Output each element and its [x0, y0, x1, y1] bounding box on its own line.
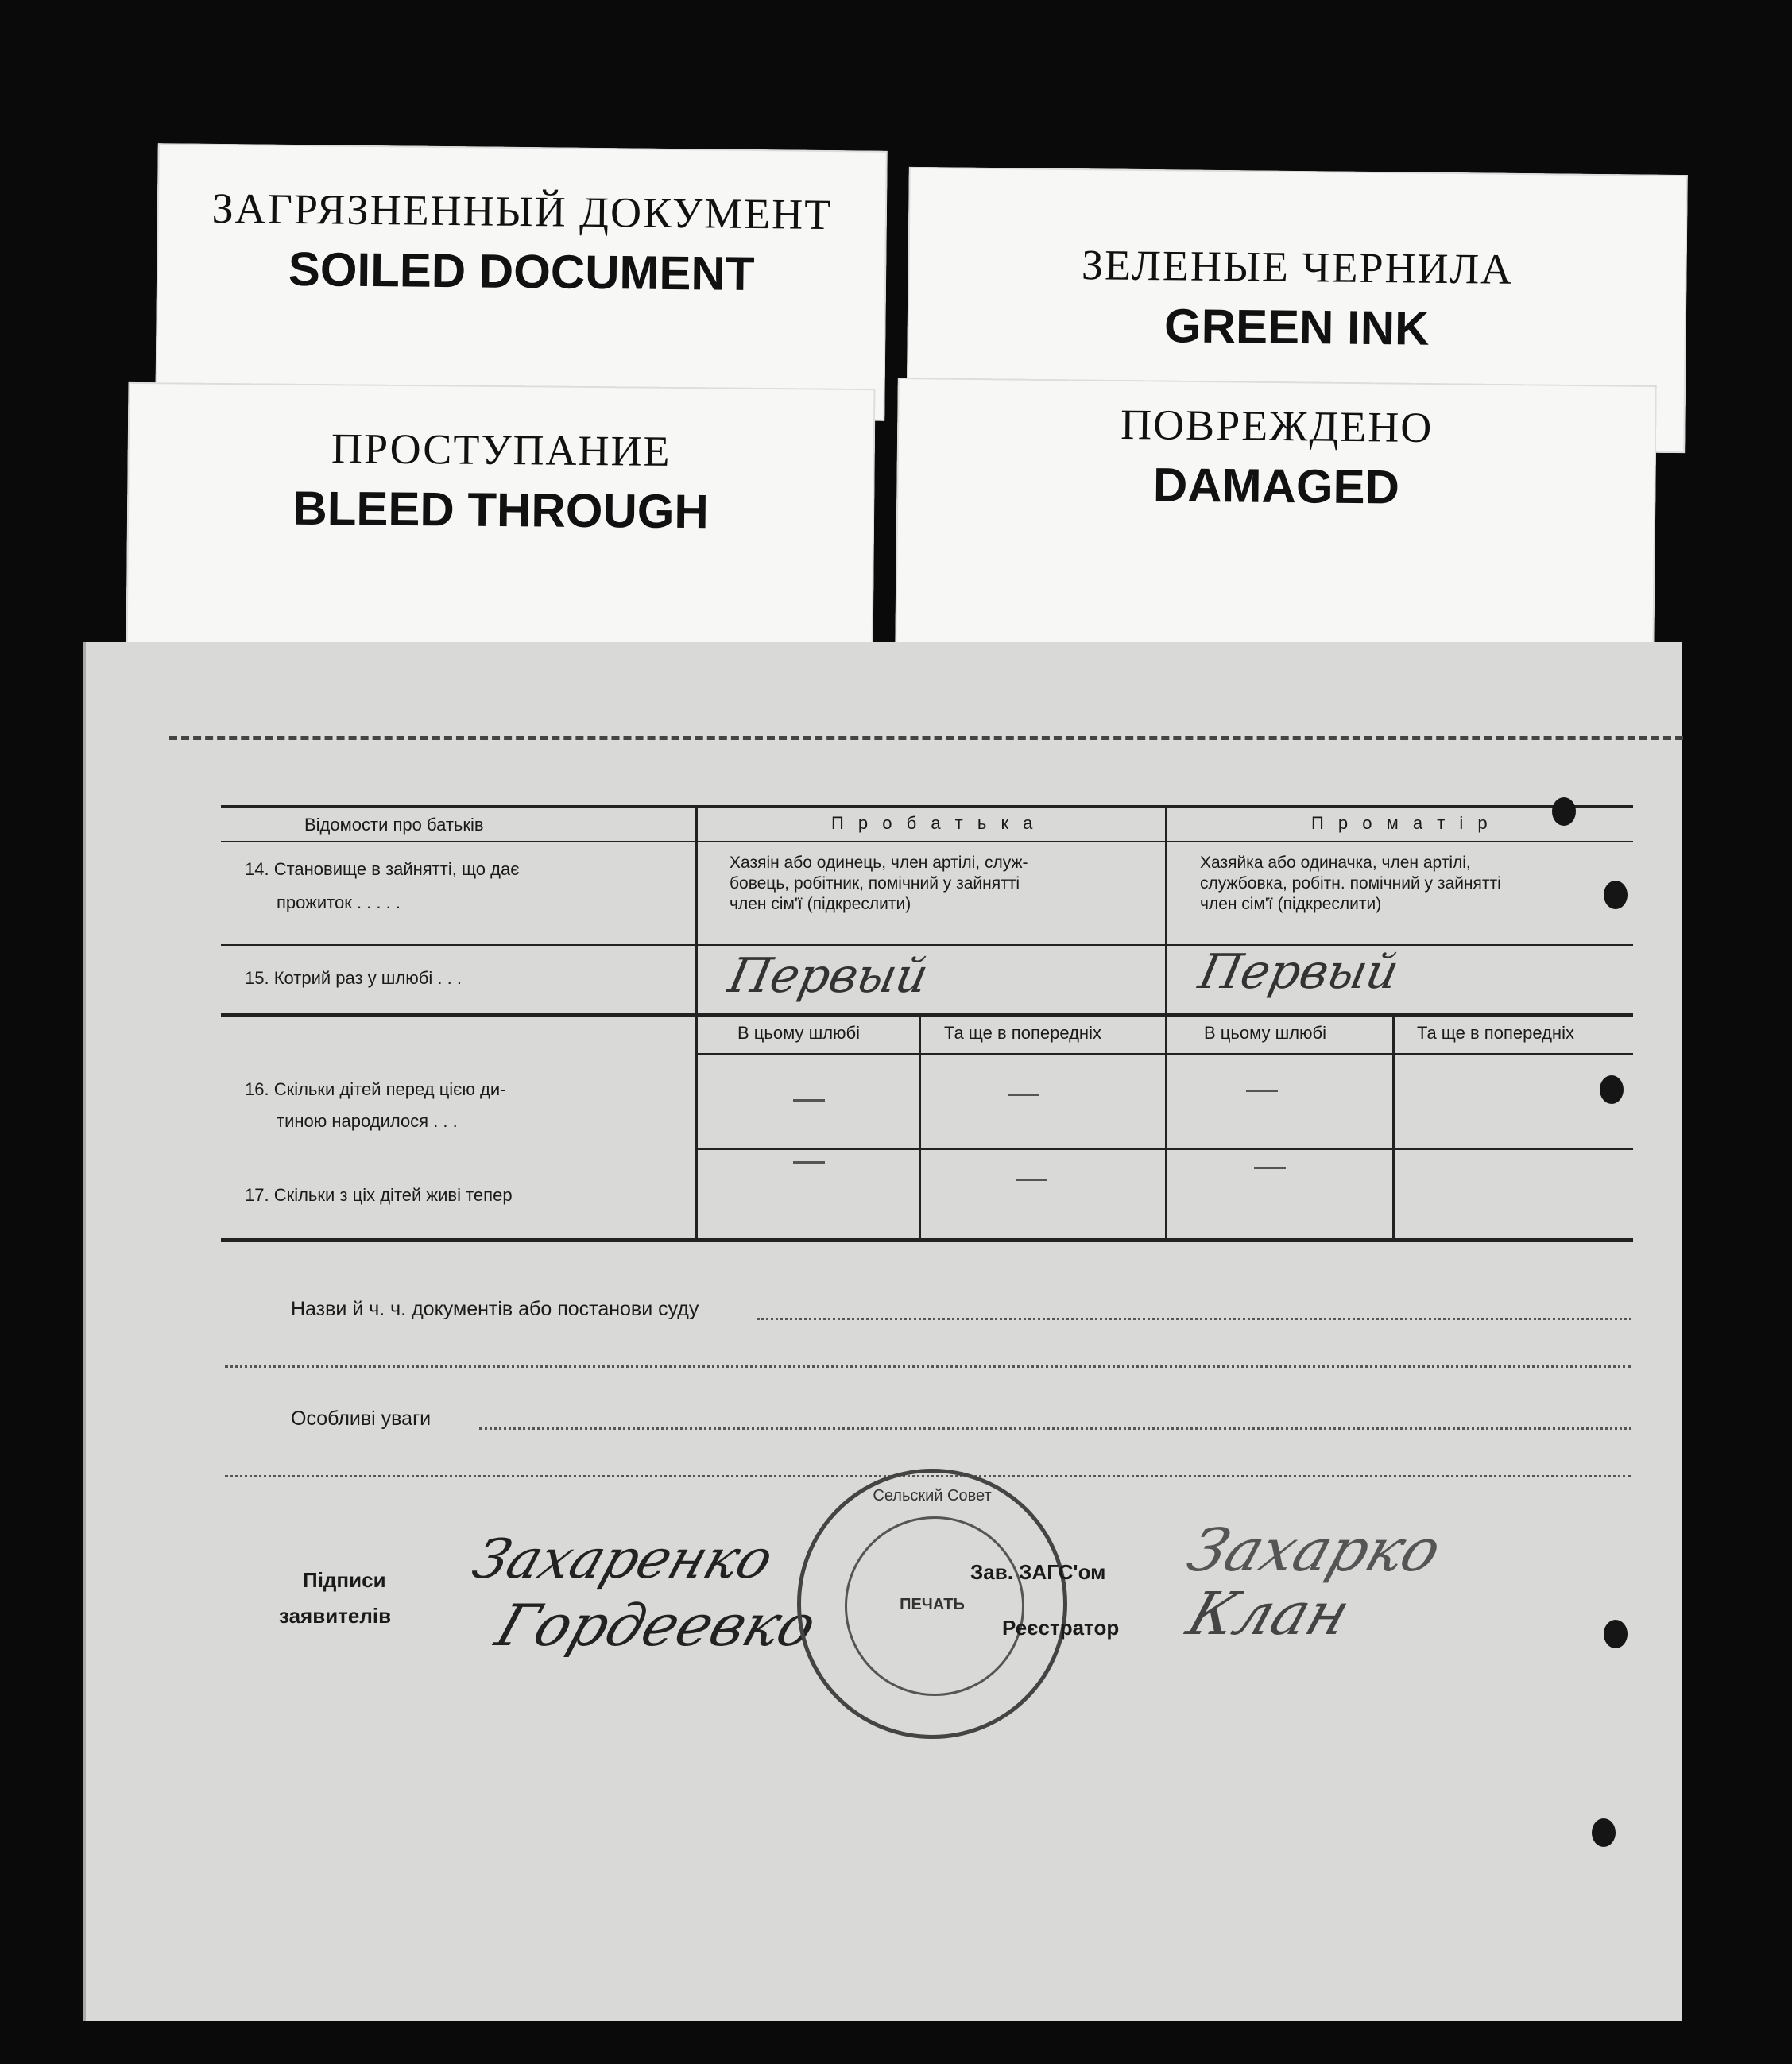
documents-label: Назви й ч. ч. документів або постанови суду	[291, 1298, 699, 1320]
punch-hole	[1600, 1075, 1624, 1104]
table-bottom-rule	[221, 1238, 1633, 1242]
label-damaged-ru: ПОВРЕЖДЕНО	[1120, 400, 1434, 452]
parents-table	[221, 805, 1633, 1242]
row15-label: 15. Котрий раз у шлюбі . . .	[245, 968, 462, 988]
row14-label: 14. Становище в зайнятті, що дає	[245, 859, 520, 879]
label-card-damaged	[895, 378, 1657, 664]
applicant-signature-1: Захаренко	[465, 1528, 781, 1591]
registry-head-signature: Захарко	[1179, 1516, 1450, 1585]
row17-father-this-dash	[793, 1161, 825, 1164]
label-bleed-en: BLEED THROUGH	[292, 481, 710, 539]
registry-head-label: Зав. ЗАГС'ом	[970, 1560, 1106, 1584]
row14-father-line2: бовець, робітник, помічний у зайнятті	[730, 874, 1020, 893]
row15-father-handwriting: Первый	[723, 948, 934, 1004]
punch-hole	[1604, 1620, 1628, 1648]
seal-ring-text: Сельский Совет	[873, 1487, 992, 1504]
remarks-line	[479, 1427, 1631, 1430]
row14-mother-line1: Хазяйка або одиначка, член артілі,	[1200, 854, 1471, 872]
form-page	[83, 642, 1682, 2021]
applicants-signatures-label: Підписи	[303, 1568, 386, 1592]
table-rule	[221, 1013, 1633, 1017]
label-green-ink-ru: ЗЕЛЕНЫЕ ЧЕРНИЛА	[1081, 241, 1514, 293]
punch-hole	[1552, 797, 1576, 826]
col-father-previous: Та ще в попередніх	[944, 1023, 1101, 1043]
official-seal	[797, 1469, 1067, 1739]
applicants-label-cont: заявителів	[279, 1604, 392, 1628]
punch-hole	[1604, 881, 1628, 909]
table-col-rule	[695, 805, 698, 1242]
row17-label: 17. Скільки з ціх дітей живі тепер	[245, 1185, 513, 1205]
header-about-father: П р о б а т ь к а	[831, 813, 1038, 833]
documents-line	[757, 1318, 1631, 1320]
table-col-rule	[1392, 1013, 1395, 1240]
table-top-rule	[221, 805, 1633, 808]
col-mother-this-marriage: В цьому шлюбі	[1204, 1023, 1327, 1043]
row14-mother-line2: службовка, робітн. помічний у зайнятті	[1200, 874, 1501, 893]
col-father-this-marriage: В цьому шлюбі	[737, 1023, 861, 1043]
row16-label-cont: тиною народилося . . .	[277, 1111, 458, 1131]
row14-father-line1: Хазяін або одинець, член артілі, служ-	[730, 854, 1028, 872]
table-rule	[221, 841, 1633, 842]
perforation-line	[169, 736, 1683, 740]
documents-line-2	[225, 1365, 1631, 1368]
row17-father-prev-dash	[1016, 1179, 1047, 1181]
row16-father-prev-dash	[1008, 1094, 1039, 1096]
label-card-bleed-through	[126, 382, 876, 659]
label-card-soiled	[155, 143, 888, 421]
remarks-label: Особливі уваги	[291, 1408, 432, 1430]
label-bleed-ru: ПРОСТУПАНИЕ	[331, 424, 672, 475]
registrar-label: Реєстратор	[1002, 1616, 1120, 1640]
row15-mother-handwriting: Первый	[1194, 944, 1404, 1000]
row14-label-cont: прожиток . . . . .	[277, 893, 401, 912]
table-rule	[221, 944, 1633, 946]
registrar-signature: Клан	[1179, 1580, 1359, 1648]
applicant-signature-2: Гордеевко	[488, 1592, 825, 1659]
header-parents-info: Відомости про батьків	[304, 815, 484, 835]
label-damaged-en: DAMAGED	[1152, 458, 1400, 514]
col-mother-previous: Та ще в попередніх	[1417, 1023, 1574, 1043]
header-about-mother: П р о м а т і р	[1311, 813, 1492, 833]
punch-hole	[1592, 1818, 1616, 1847]
row16-mother-this-dash	[1246, 1090, 1278, 1092]
table-col-rule	[919, 1013, 921, 1240]
row16-label: 16. Скільки дітей перед цією ди-	[245, 1079, 506, 1099]
row14-mother-line3: член сім'ї (підкреслити)	[1200, 895, 1382, 913]
row17-mother-this-dash	[1254, 1167, 1286, 1169]
label-green-ink-en: GREEN INK	[1163, 299, 1430, 355]
row16-father-this-dash	[793, 1099, 825, 1102]
table-col-rule	[1165, 805, 1167, 1242]
label-soiled-ru: ЗАГРЯЗНЕННЫЙ ДОКУМЕНТ	[211, 184, 833, 239]
seal-center-text: ПЕЧАТЬ	[900, 1596, 965, 1613]
row14-father-line3: член сім'ї (підкреслити)	[730, 895, 911, 913]
label-soiled-en: SOILED DOCUMENT	[288, 242, 755, 301]
